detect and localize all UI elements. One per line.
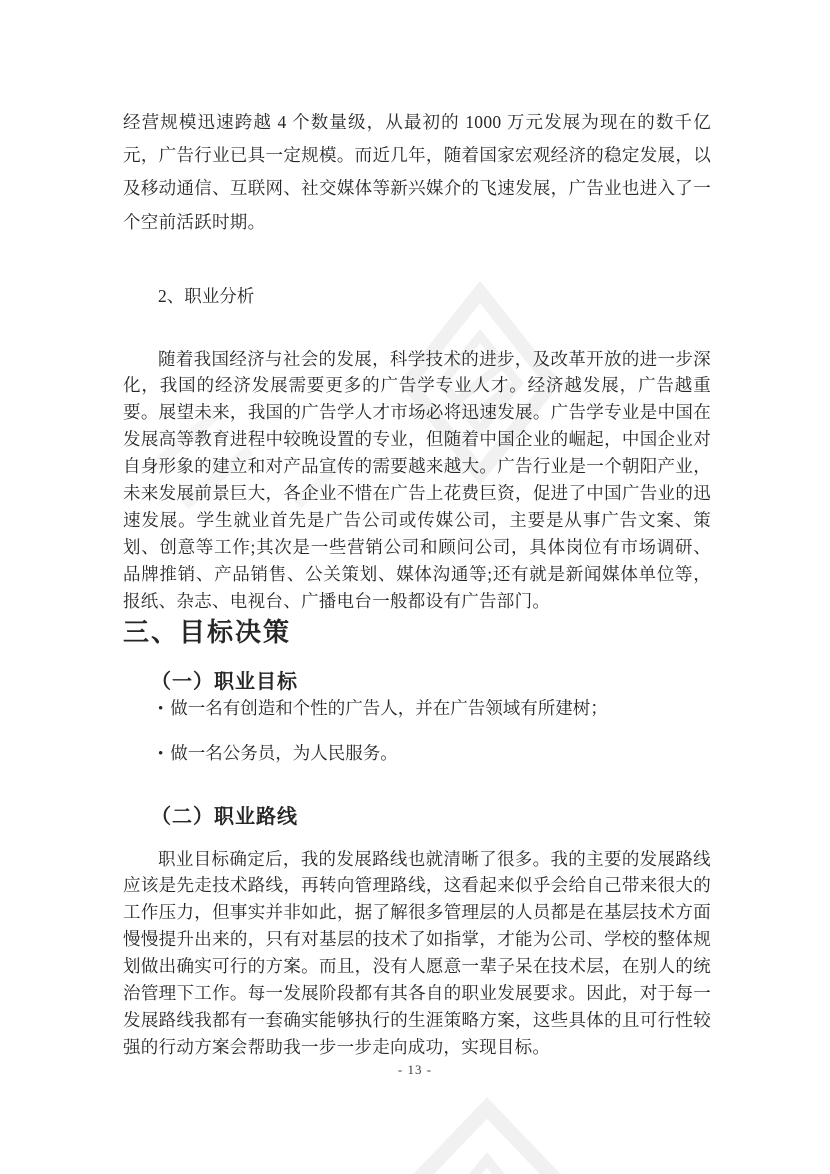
subheading-career-route: （二）职业路线	[151, 805, 298, 828]
watermark-diamond-bottom-icon	[395, 1108, 579, 1174]
paragraph-career-analysis: 随着我国经济与社会的发展，科学技术的进步，及改革开放的进一步深化，我国的经济发展需要更多的广告学专业人才。经济越发展，广告越重要。展望未来，我国的广告学人才市场必将迅速发展。广告学专业是中国在发展高等教育进程中较晚设置的专业，但随着中国企业的崛起，中国企业对自身形象的建立和对产品宣传的需要越来越大。广告行业是一个朝阳产业，未来发展前景巨大，各企业不惜在广告上花费巨资，促进了中国广告业的迅速发展。学生就业首先是广告公司或传媒公司，主要是从事广告文案、策划、创意等工作;其次是一些营销公司和顾问公司，具体岗位有市场调研、品牌推销、产品销售、公关策划、媒体沟通等;还有就是新闻媒体单位等，报纸、杂志、电视台、广播电台一般都设有广告部门。	[123, 348, 711, 611]
subheading-career-goal: （一）职业目标	[151, 670, 298, 693]
bullet-item-civil-servant-text: 做一名公务员，为人民服务。	[170, 743, 398, 763]
bullet-item-civil-servant	[158, 741, 711, 766]
bullet-dot-icon: •	[158, 701, 164, 717]
bullet-dot-icon: •	[158, 746, 164, 762]
section-heading-goal-decision: 三、目标决策	[123, 618, 292, 648]
page-number: - 13 -	[397, 1062, 433, 1077]
paragraph-industry-scale: 经营规模迅速跨越 4 个数量级，从最初的 1000 万元发展为现在的数千亿元，广告行业已具一定规模。而近几年，随着国家宏观经济的稳定发展，以及移动通信、互联网、社交媒体等新兴媒介的飞速发展，广告业也进入了一个空前活跃时期。	[123, 111, 711, 232]
paragraph-career-route: 职业目标确定后，我的发展路线也就清晰了很多。我的主要的发展路线应该是先走技术路线，再转向管理路线，这看起来似乎会给自己带来很大的工作压力，但事实并非如此，据了解很多管理层的人员都是在基层技术方面慢慢提升出来的，只有对基层的技术了如指掌，才能为公司、学校的整体规划做出确实可行的方案。而且，没有人愿意一辈子呆在技术层，在别人的统治管理下工作。每一发展阶段都有其各自的职业发展要求。因此，对于每一发展路线我都有一套确实能够执行的生涯策略方案，这些具体的且可行性较强的行动方案会帮助我一步一步走向成功，实现目标。	[123, 848, 711, 1057]
bullet-item-advertiser-text: 做一名有创造和个性的广告人，并在广告领域有所建树；	[170, 698, 608, 718]
subsection-label-career-analysis: 2、职业分析	[158, 286, 255, 306]
bullet-item-advertiser	[158, 696, 711, 721]
